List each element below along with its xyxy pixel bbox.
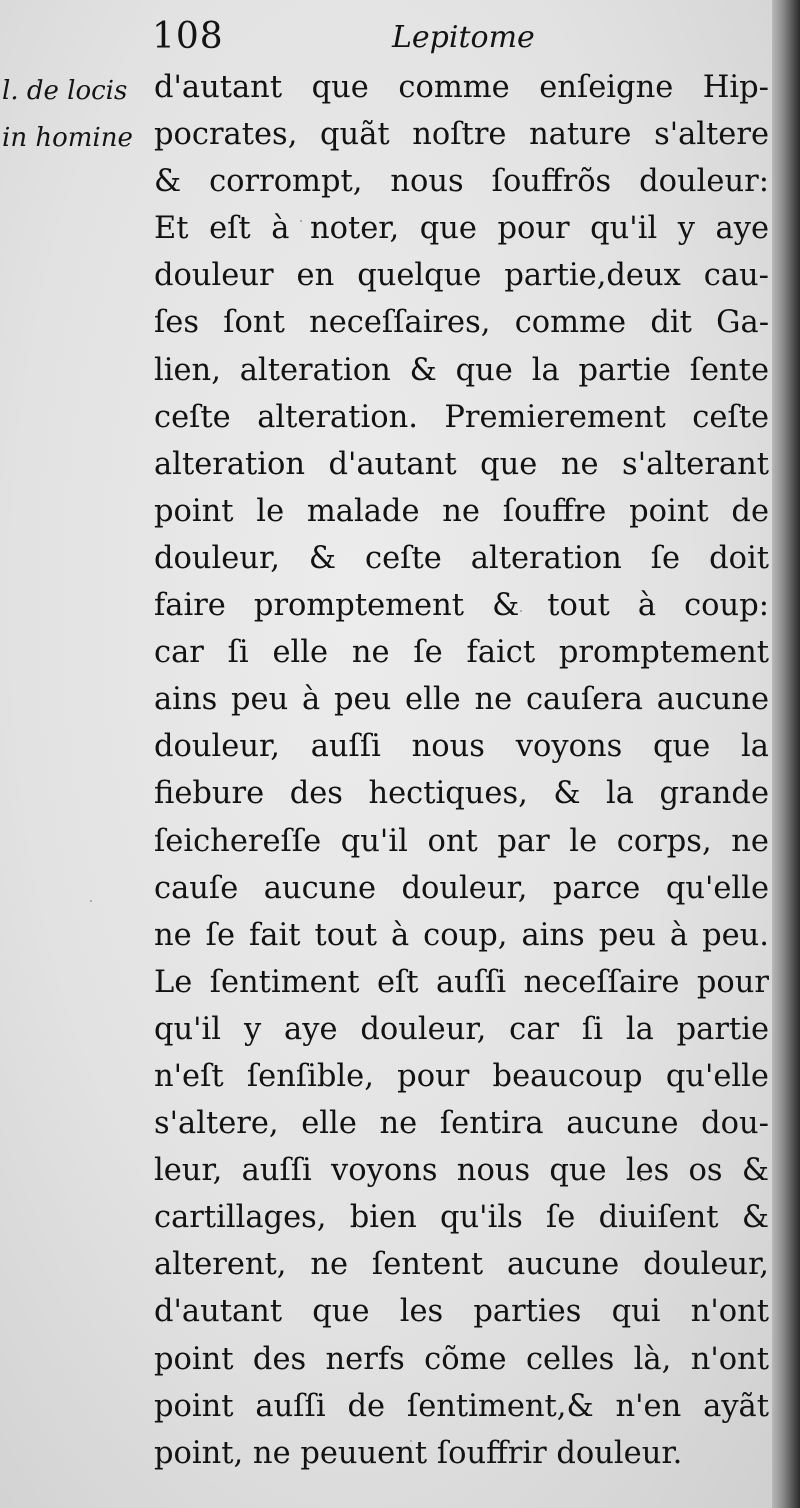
text-line: pocrates, quãt noſtre nature s'altere: [154, 117, 769, 153]
text-line: point des nerfs cõme celles là, n'ont: [154, 1341, 769, 1377]
text-line: faire promptement & tout à coup:: [154, 588, 769, 624]
margin-note-line: l. de locis: [2, 76, 128, 106]
text-line: ſeichereſſe qu'il ont par le corps, ne: [154, 823, 769, 859]
text-line: & corrompt, nous ſouffrõs douleur:: [154, 164, 769, 200]
text-line: ains peu à peu elle ne cauſera aucune: [154, 682, 769, 718]
text-line: douleur, auſſi nous voyons que la: [154, 729, 769, 765]
text-line: alteration d'autant que ne s'alterant: [154, 446, 769, 482]
text-line: cartillages, bien qu'ils ſe diuiſent &: [154, 1200, 769, 1236]
text-line: point auſſi de ſentiment,& n'en ayãt: [154, 1388, 769, 1424]
text-line: qu'il y aye douleur, car ſi la partie: [154, 1011, 769, 1047]
text-line: cauſe aucune douleur, parce qu'elle: [154, 870, 769, 906]
margin-note: [2, 68, 150, 162]
text-line: car ſi elle ne ſe faict promptement: [154, 635, 769, 671]
text-line: alterent, ne ſentent aucune douleur,: [154, 1247, 769, 1283]
text-line: s'altere, elle ne ſentira aucune dou-: [154, 1106, 769, 1142]
text-line: Le ſentiment eſt auſſi neceſſaire pour: [154, 964, 769, 1000]
text-line: fiebure des hectiques, & la grande: [154, 776, 769, 812]
margin-note-line: in homine: [2, 123, 133, 153]
text-line: ſes ſont neceſſaires, comme dit Ga-: [154, 305, 769, 341]
text-line: lien, alteration & que la partie ſente: [154, 352, 769, 388]
text-line: point, ne peuuent ſouffrir douleur.: [154, 1435, 683, 1471]
text-line: ceſte alteration. Premierement ceſte: [154, 399, 769, 435]
text-line: d'autant que les parties qui n'ont: [154, 1294, 769, 1330]
paper-speck: [90, 900, 92, 902]
text-line: point le malade ne ſouffre point de: [154, 493, 769, 529]
text-line: d'autant que comme enſeigne Hip-: [154, 70, 769, 105]
text-line: ne ſe fait tout à coup, ains peu à peu.: [154, 917, 769, 953]
text-line: n'eſt ſenſible, pour beaucoup qu'elle: [154, 1058, 769, 1094]
page-number: 108: [152, 16, 224, 57]
body-text: [154, 64, 769, 1477]
page-edge-shadow: [772, 0, 800, 1508]
running-head: Lepitome: [392, 20, 535, 55]
text-line: leur, auſſi voyons nous que les os &: [154, 1153, 769, 1189]
text-line: Et eſt à noter, que pour qu'il y aye: [154, 211, 769, 247]
page-header: [0, 12, 780, 62]
text-line: douleur en quelque partie,deux cau-: [154, 258, 769, 294]
text-line: douleur, & ceſte alteration ſe doit: [154, 540, 769, 576]
